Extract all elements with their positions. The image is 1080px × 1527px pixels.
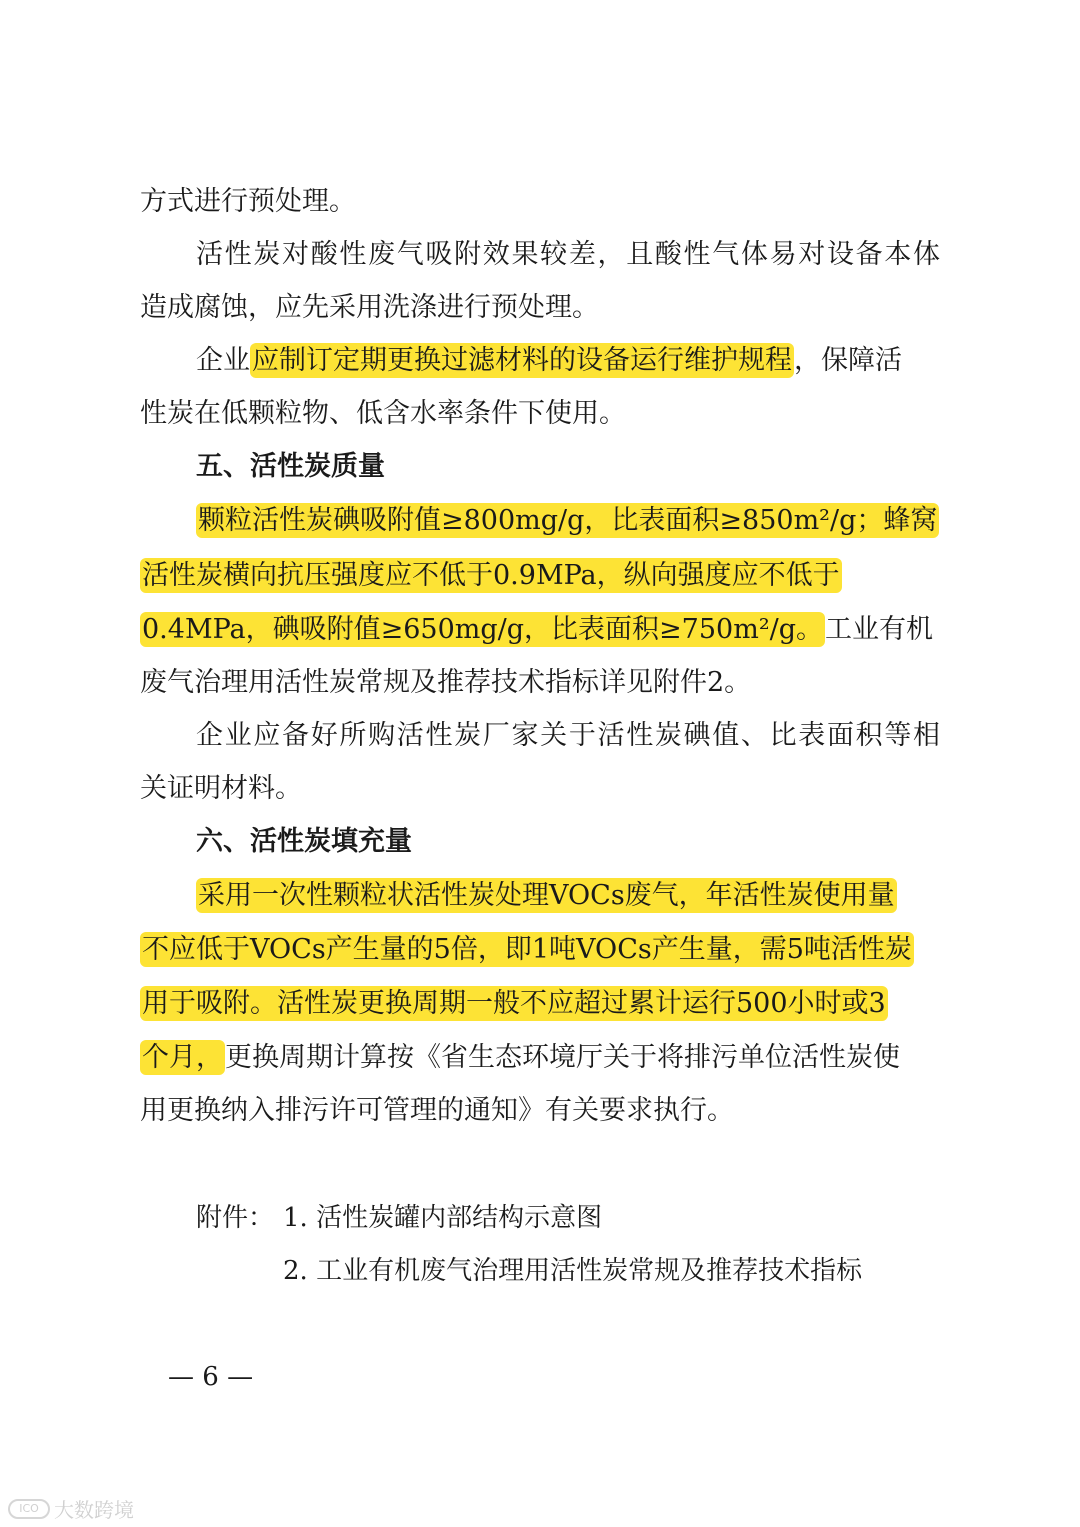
highlighted-text: 个月， (142, 1042, 223, 1073)
highlighted-text: 应制订定期更换过滤材料的设备运行维护规程 (252, 345, 792, 376)
paragraph-line (140, 984, 940, 1024)
highlighted-text: 采用一次性颗粒状活性炭处理VOCs废气，年活性炭使用量 (198, 880, 895, 911)
attachment-item-1: 1. 活性炭罐内部结构示意图 (283, 1203, 603, 1233)
highlighted-text: 颗粒活性炭碘吸附值≥800mg/g，比表面积≥850m²/g；蜂窝 (198, 505, 938, 536)
highlighted-text: 活性炭横向抗压强度应不低于0.9MPa，纵向强度应不低于 (142, 560, 840, 591)
text-span: ，保障活 (794, 345, 902, 376)
paragraph-line (140, 1038, 940, 1078)
paragraph-line: 方式进行预处理。 (140, 186, 356, 217)
text-span: 工业有机 (825, 614, 934, 645)
attachment-item-2: 2. 工业有机废气治理用活性炭常规及推荐技术指标 (283, 1256, 863, 1286)
paragraph-line: 用更换纳入排污许可管理的通知》有关要求执行。 (140, 1095, 734, 1126)
watermark-logo-icon: ICO (8, 1499, 50, 1519)
paragraph-line: 企业应备好所购活性炭厂家关于活性炭碘值、比表面积等相 (196, 720, 940, 751)
paragraph-line (140, 610, 940, 650)
paragraph-line (196, 341, 940, 381)
paragraph-line: 活性炭对酸性废气吸附效果较差，且酸性气体易对设备本体 (196, 239, 940, 270)
highlighted-text: 0.4MPa，碘吸附值≥650mg/g，比表面积≥750m²/g。 (142, 614, 824, 645)
section-heading-5: 五、活性炭质量 (196, 451, 385, 482)
paragraph-line: 造成腐蚀，应先采用洗涤进行预处理。 (140, 292, 599, 323)
paragraph-line (196, 501, 940, 541)
paragraph-line: 废气治理用活性炭常规及推荐技术指标详见附件2。 (140, 667, 752, 698)
text-span: 更换周期计算按《省生态环境厅关于将排污单位活性炭使 (225, 1042, 900, 1073)
paragraph-line (196, 876, 940, 916)
highlighted-text: 不应低于VOCs产生量的5倍，即1吨VOCs产生量，需5吨活性炭 (142, 934, 912, 965)
paragraph-line (140, 556, 940, 596)
paragraph-line (140, 930, 940, 970)
watermark (8, 1494, 134, 1523)
highlighted-text: 用于吸附。活性炭更换周期一般不应超过累计运行500小时或3 (142, 988, 886, 1019)
paragraph-line: 性炭在低颗粒物、低含水率条件下使用。 (140, 398, 626, 429)
section-heading-6: 六、活性炭填充量 (196, 826, 412, 857)
watermark-text: 大数跨境 (54, 1498, 134, 1522)
paragraph-line: 关证明材料。 (140, 773, 302, 804)
text-span: 企业 (196, 345, 250, 376)
page-number: — 6 — (168, 1362, 254, 1392)
attachments-label: 附件： (196, 1203, 275, 1233)
